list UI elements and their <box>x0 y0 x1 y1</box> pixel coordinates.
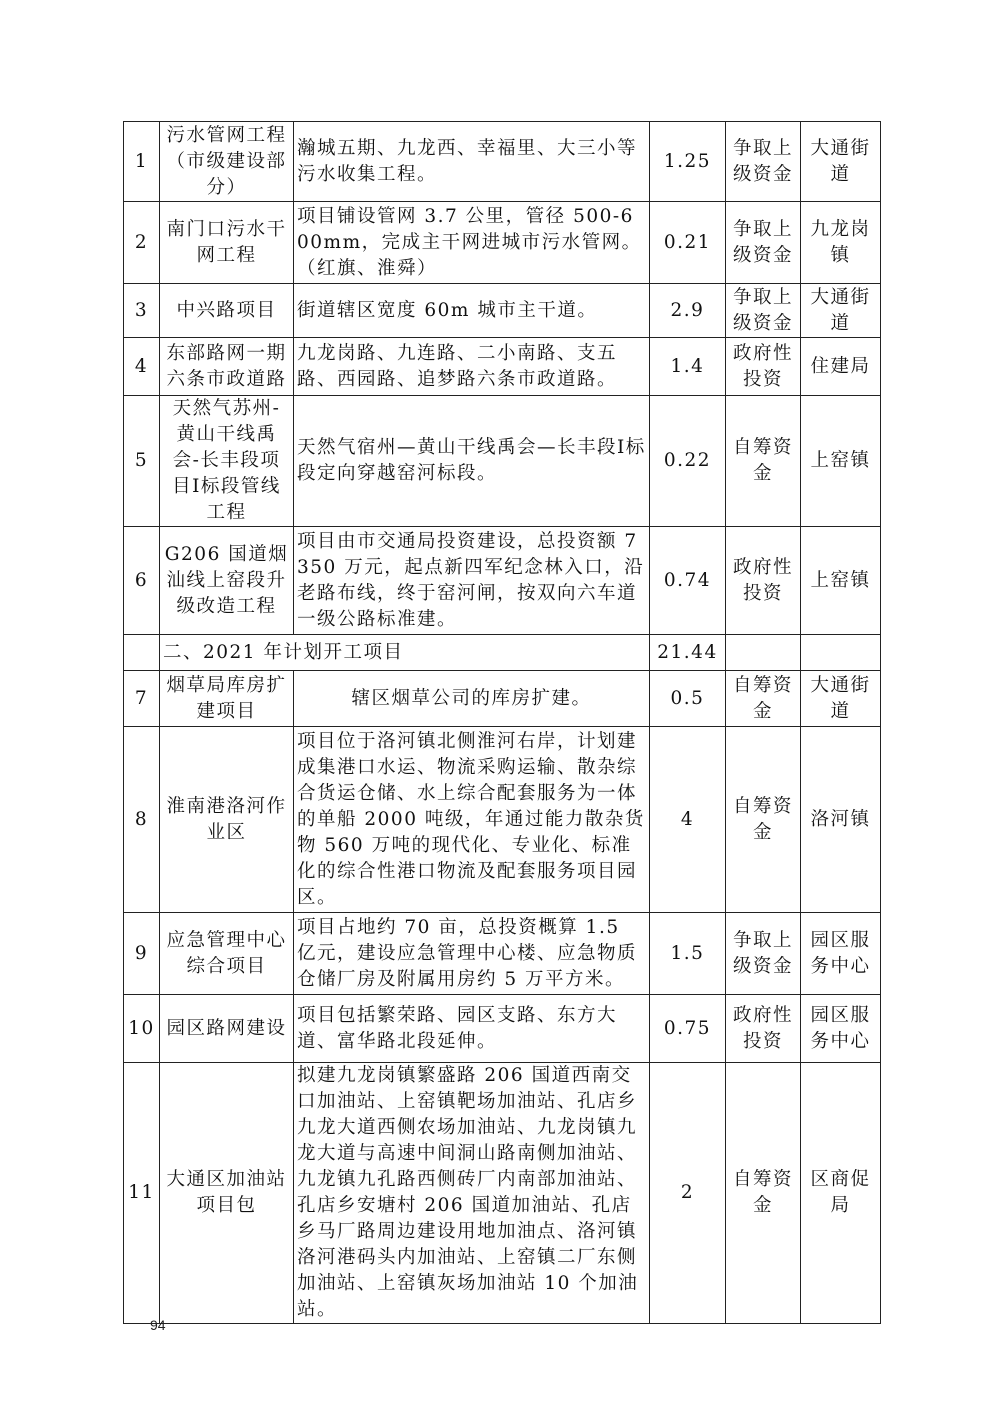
project-description: 辖区烟草公司的库房扩建。 <box>294 671 650 727</box>
table-row <box>124 396 881 527</box>
responsible-unit: 大通街道 <box>801 122 881 202</box>
funding-source: 自筹资金 <box>726 727 801 913</box>
responsible-unit: 上窑镇 <box>801 527 881 635</box>
project-name: 南门口污水干网工程 <box>160 202 294 284</box>
table-row <box>124 122 881 202</box>
section-total-amount: 21.44 <box>650 635 726 671</box>
investment-amount: 0.21 <box>650 202 726 284</box>
project-name: 烟草局库房扩建项目 <box>160 671 294 727</box>
row-number: 6 <box>124 527 160 635</box>
project-table <box>123 121 881 1324</box>
funding-source: 政府性投资 <box>726 338 801 396</box>
section-row <box>124 635 881 671</box>
row-number: 1 <box>124 122 160 202</box>
section-unit-cell <box>801 635 881 671</box>
project-name: 园区路网建设 <box>160 995 294 1063</box>
funding-source: 争取上级资金 <box>726 202 801 284</box>
row-number: 10 <box>124 995 160 1063</box>
responsible-unit: 园区服务中心 <box>801 995 881 1063</box>
responsible-unit: 大通街道 <box>801 284 881 338</box>
project-description: 项目包括繁荣路、园区支路、东方大道、富华路北段延伸。 <box>294 995 650 1063</box>
responsible-unit: 洛河镇 <box>801 727 881 913</box>
funding-source: 政府性投资 <box>726 995 801 1063</box>
responsible-unit: 住建局 <box>801 338 881 396</box>
project-name: 东部路网一期六条市政道路 <box>160 338 294 396</box>
table-row <box>124 202 881 284</box>
project-name: G206 国道烟汕线上窑段升级改造工程 <box>160 527 294 635</box>
investment-amount: 2.9 <box>650 284 726 338</box>
row-number: 11 <box>124 1063 160 1324</box>
investment-amount: 2 <box>650 1063 726 1324</box>
investment-amount: 0.5 <box>650 671 726 727</box>
project-description: 项目铺设管网 3.7 公里，管径 500-600mm，完成主干网进城市污水管网。（红旗、淮舜） <box>294 202 650 284</box>
investment-amount: 0.74 <box>650 527 726 635</box>
table-row <box>124 284 881 338</box>
row-number: 5 <box>124 396 160 527</box>
investment-amount: 1.25 <box>650 122 726 202</box>
project-description: 九龙岗路、九连路、二小南路、支五路、西园路、追梦路六条市政道路。 <box>294 338 650 396</box>
table-row <box>124 338 881 396</box>
funding-source: 政府性投资 <box>726 527 801 635</box>
funding-source: 争取上级资金 <box>726 122 801 202</box>
row-number: 9 <box>124 913 160 995</box>
table-row <box>124 995 881 1063</box>
project-name: 污水管网工程（市级建设部分） <box>160 122 294 202</box>
funding-source: 争取上级资金 <box>726 284 801 338</box>
responsible-unit: 九龙岗镇 <box>801 202 881 284</box>
responsible-unit: 园区服务中心 <box>801 913 881 995</box>
table-row <box>124 671 881 727</box>
investment-amount: 1.5 <box>650 913 726 995</box>
investment-amount: 1.4 <box>650 338 726 396</box>
investment-amount: 0.75 <box>650 995 726 1063</box>
investment-amount: 4 <box>650 727 726 913</box>
investment-amount: 0.22 <box>650 396 726 527</box>
project-description: 瀚城五期、九龙西、幸福里、大三小等污水收集工程。 <box>294 122 650 202</box>
row-number: 7 <box>124 671 160 727</box>
responsible-unit: 上窑镇 <box>801 396 881 527</box>
page-number: 94 <box>150 1317 166 1333</box>
table-row <box>124 727 881 913</box>
project-description: 项目位于洛河镇北侧淮河右岸，计划建成集港口水运、物流采购运输、散杂综合货运仓储、水上综合配套服务为一体的单船 2000 吨级，年通过能力散杂货物 560 万吨的现代化、专业化、标准化的综合性港口物流及配套服务项目园区。 <box>294 727 650 913</box>
table-row <box>124 913 881 995</box>
row-number: 2 <box>124 202 160 284</box>
project-description: 街道辖区宽度 60m 城市主干道。 <box>294 284 650 338</box>
project-description: 天然气宿州—黄山干线禹会—长丰段Ⅰ标段定向穿越窑河标段。 <box>294 396 650 527</box>
project-description: 拟建九龙岗镇繁盛路 206 国道西南交口加油站、上窑镇靶场加油站、孔店乡九龙大道西侧农场加油站、九龙岗镇九龙大道与高速中间洞山路南侧加油站、九龙镇九孔路西侧砖厂内南部加油站、孔店乡安塘村 206 国道加油站、孔店乡马厂路周边建设用地加油点、洛河镇洛河港码头内加油站、上窑镇二厂东侧加油站、上窑镇灰场加油站 10 个加油站。 <box>294 1063 650 1324</box>
project-name: 淮南港洛河作业区 <box>160 727 294 913</box>
project-name: 大通区加油站项目包 <box>160 1063 294 1324</box>
funding-source: 自筹资金 <box>726 671 801 727</box>
responsible-unit: 大通街道 <box>801 671 881 727</box>
section-number-cell <box>124 635 160 671</box>
funding-source: 自筹资金 <box>726 1063 801 1324</box>
table-row <box>124 1063 881 1324</box>
project-description: 项目由市交通局投资建设，总投资额 7350 万元，起点新四军纪念林入口，沿老路布线，终于窑河闸，按双向六车道一级公路标准建。 <box>294 527 650 635</box>
section-funding-cell <box>726 635 801 671</box>
project-name: 中兴路项目 <box>160 284 294 338</box>
row-number: 3 <box>124 284 160 338</box>
funding-source: 争取上级资金 <box>726 913 801 995</box>
project-name: 天然气苏州-黄山干线禹会-长丰段项目Ⅰ标段管线工程 <box>160 396 294 527</box>
funding-source: 自筹资金 <box>726 396 801 527</box>
project-description: 项目占地约 70 亩，总投资概算 1.5 亿元，建设应急管理中心楼、应急物质仓储厂房及附属用房约 5 万平方米。 <box>294 913 650 995</box>
row-number: 8 <box>124 727 160 913</box>
responsible-unit: 区商促局 <box>801 1063 881 1324</box>
table-row <box>124 527 881 635</box>
section-title: 二、2021 年计划开工项目 <box>160 635 650 671</box>
row-number: 4 <box>124 338 160 396</box>
project-name: 应急管理中心综合项目 <box>160 913 294 995</box>
